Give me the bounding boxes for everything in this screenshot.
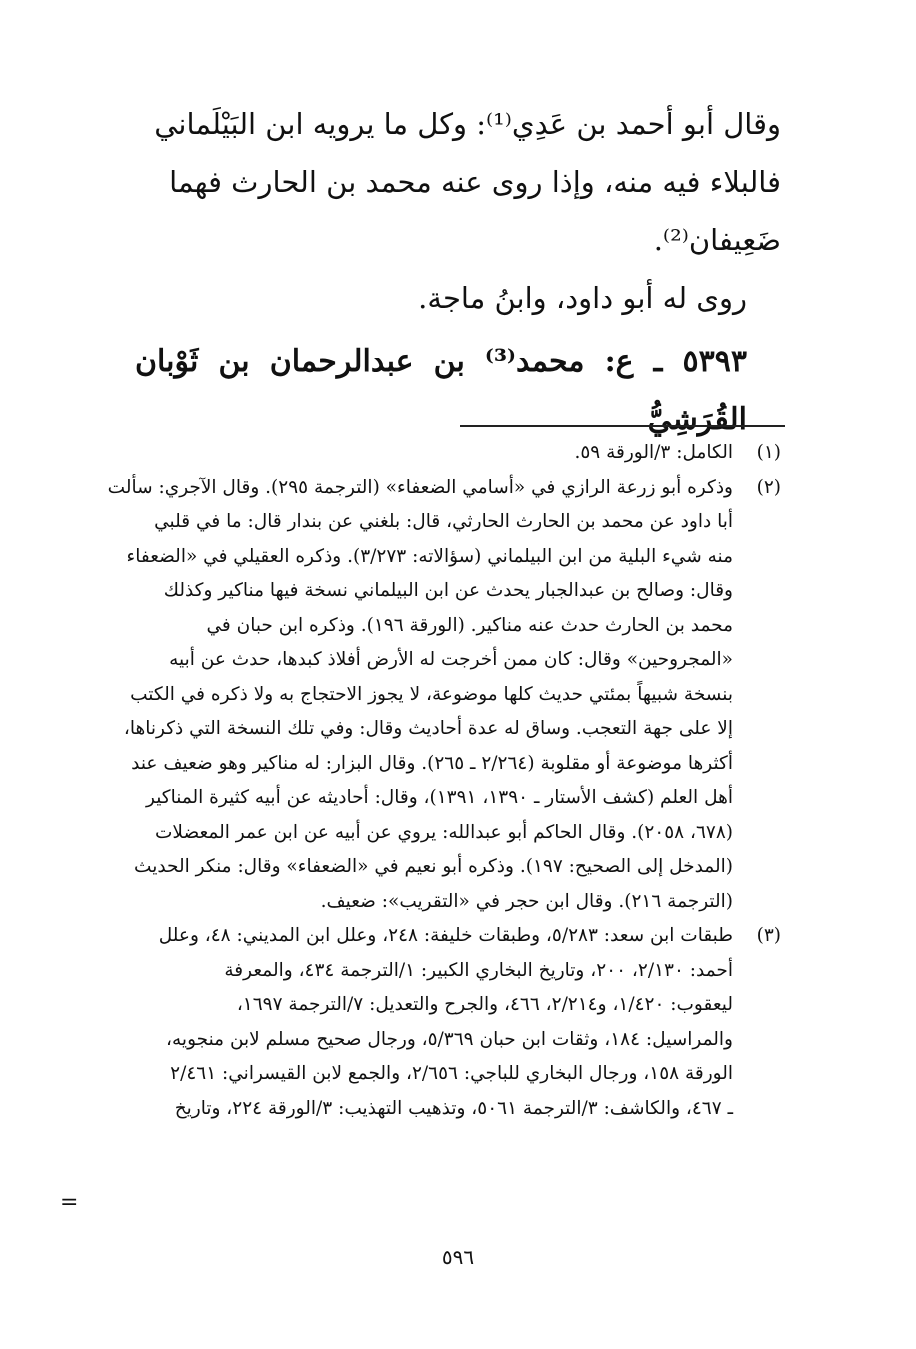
footnote-line: وذكره أبو زرعة الرازي في «أسامي الضعفاء» (الترجمة ٢٩٥). وقال الآجري: سألت bbox=[107, 476, 733, 498]
main-line: وقال أبو أحمد بن عَدِي⁽¹⁾: وكل ما يرويه ابن البَيْلَماني bbox=[154, 107, 781, 141]
footnotes bbox=[60, 436, 781, 1126]
footnote-line: (المدخل إلى الصحيح: ١٩٧). وذكره أبو نعيم في «الضعفاء» وقال: منكر الحديث bbox=[134, 856, 733, 877]
main-line: فالبلاء فيه منه، وإذا روى عنه محمد بن الحارث فهما bbox=[169, 165, 781, 199]
footnote-line: ـ ٤٦٧، والكاشف: ٣/الترجمة ٥٠٦١، وتذهيب التهذيب: ٣/الورقة ٢٢٤، وتاريخ bbox=[174, 1097, 733, 1119]
footnote-divider bbox=[460, 425, 785, 427]
main-line: ضَعِيفان⁽²⁾. bbox=[653, 223, 781, 257]
footnote-line: طبقات ابن سعد: ٥/٢٨٣، وطبقات خليفة: ٢٤٨، وعلل ابن المديني: ٤٨، وعلل bbox=[158, 925, 733, 946]
footnote-number: (١) bbox=[756, 442, 781, 463]
footnote-line: أبا داود عن محمد بن الحارث الحارثي، قال: بلغني عن بندار قال: ما في قلبي bbox=[154, 511, 733, 532]
footnote-line: الكامل: ٣/الورقة ٥٩. bbox=[574, 442, 733, 463]
footnote-line: محمد بن الحارث حدث عنه مناكير. (الورقة ١٩٦). وذكره ابن حبان في bbox=[206, 614, 733, 636]
footnote-body bbox=[60, 436, 733, 471]
footnote-number: (٢) bbox=[756, 476, 781, 498]
footnote-line: أحمد: ٢/١٣٠، ٢٠٠، وتاريخ البخاري الكبير: ١/الترجمة ٤٣٤، والمعرفة bbox=[224, 959, 733, 981]
footnote-line: (٦٧٨، ٢٠٥٨). وقال الحاكم أبو عبدالله: يروي عن أبيه عن ابن عمر المعضلات bbox=[155, 821, 733, 843]
entry-heading: ٥٣٩٣ ـ ع: محمد⁽³⁾ بن عبدالرحمان بن ثَوْبان القُرَشِيُّ bbox=[135, 344, 747, 437]
continuation-mark: = bbox=[60, 1190, 79, 1215]
footnote-line: بنسخة شبيهاً بمئتي حديث كلها موضوعة، لا يجوز الاحتجاج به ولا ذكره في الكتب bbox=[130, 683, 733, 705]
footnote-3 bbox=[60, 919, 781, 1126]
footnote-line: منه شيء البلية من ابن البيلماني (سؤالاته: ٣/٢٧٣). وذكره العقيلي في «الضعفاء bbox=[126, 545, 733, 567]
page-number: ٥٩٦ bbox=[441, 1245, 475, 1269]
footnote-number: (٣) bbox=[756, 925, 781, 946]
footnote-1 bbox=[60, 436, 781, 471]
footnote-line: أهل العلم (كشف الأستار ـ ١٣٩٠، ١٣٩١)، وقال: أحاديثه عن أبيه كثيرة المناكير bbox=[146, 787, 733, 808]
footnote-line: (الترجمة ٢١٦). وقال ابن حجر في «التقريب»: ضعيف. bbox=[320, 890, 733, 912]
narration-line: روى له أبو داود، وابنُ ماجة. bbox=[418, 281, 747, 315]
footnote-line: وقال: وصالح بن عبدالجبار يحدث عن ابن البيلماني نسخة فيها مناكير وكذلك bbox=[163, 580, 733, 601]
footnote-line: والمراسيل: ١٨٤، وثقات ابن حبان ٥/٣٦٩، ورجال صحيح مسلم لابن منجويه، bbox=[166, 1028, 733, 1050]
footnote-line: «المجروحين» وقال: كان ممن أخرجت له الأرض أفلاذ كبدها، حدث عن أبيه bbox=[169, 649, 733, 670]
main-text bbox=[135, 95, 781, 449]
footnote-body bbox=[60, 919, 733, 1126]
footnote-line: ليعقوب: ١/٤٢٠، و٢/٢١٤، ٤٦٦، والجرح والتعديل: ٧/الترجمة ١٦٩٧، bbox=[236, 994, 733, 1015]
footnote-2 bbox=[60, 471, 781, 920]
footnote-line: إلا على جهة التعجب. وساق له عدة أحاديث وقال: وفي تلك النسخة التي ذكرناها، bbox=[123, 718, 733, 739]
footnote-line: أكثرها موضوعة أو مقلوبة (٢/٢٦٤ ـ ٢٦٥). وقال البزار: له مناكير وهو ضعيف عند bbox=[131, 752, 733, 774]
footnote-body bbox=[60, 471, 733, 920]
footnote-line: الورقة ١٥٨، ورجال البخاري للباجي: ٢/٦٥٦، والجمع لابن القيسراني: ٢/٤٦١ bbox=[170, 1063, 733, 1084]
